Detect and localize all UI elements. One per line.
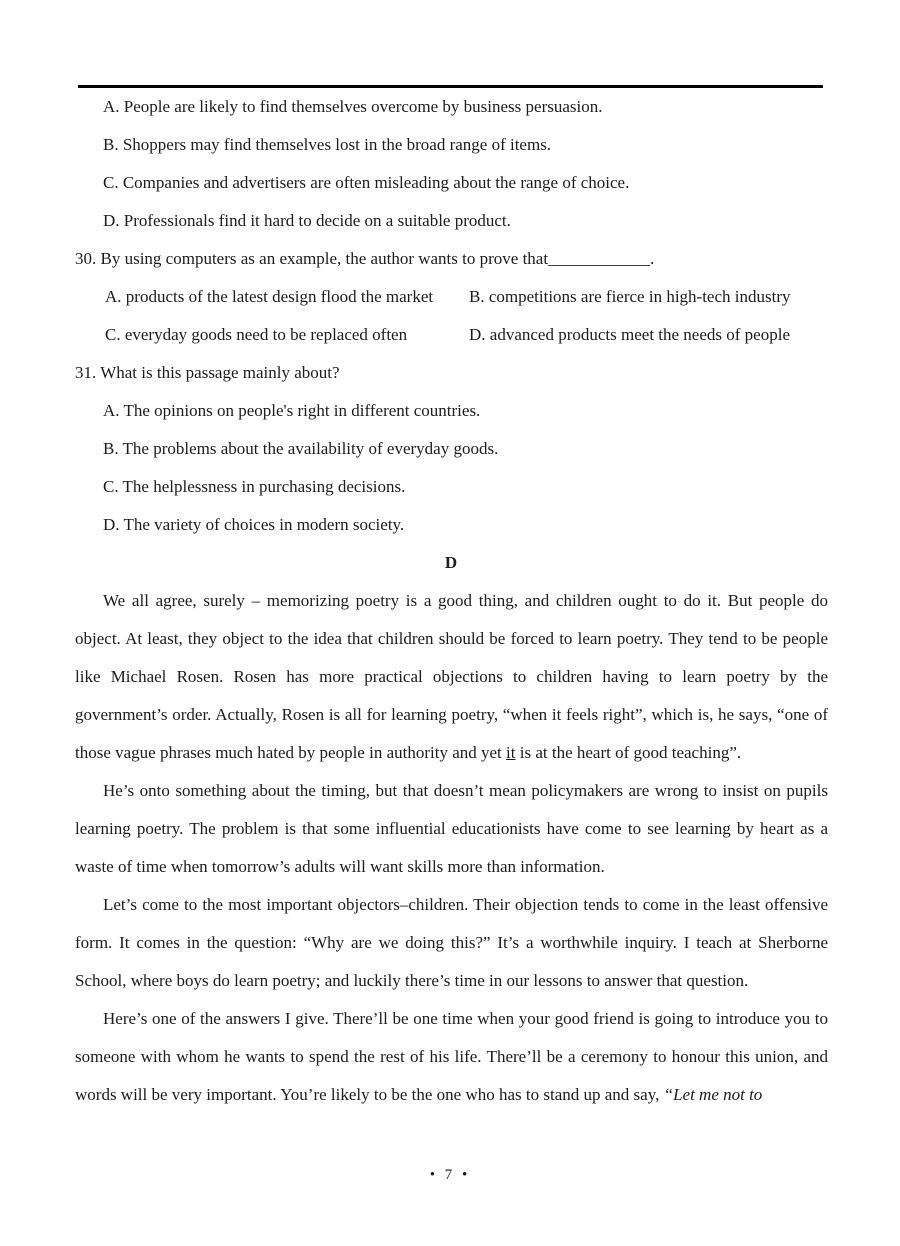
q29-option-c: C. Companies and advertisers are often misleading about the range of choice. [103, 173, 630, 192]
q31-option-b: B. The problems about the availability of everyday goods. [103, 439, 499, 458]
para4-text: Here’s one of the answers I give. There’ll be one time when your good friend is going to introduce you to someone with whom he wants to spend the rest of his life. There’ll be a ceremony to honour this union, and words will be very important. You’re likely to be the one who has to stand up and say, [75, 1009, 828, 1104]
passage-paragraph-4 [75, 1000, 828, 1114]
q30-option-d: D. advanced products meet the needs of people [469, 325, 790, 344]
page-number: • 7 • [429, 1167, 471, 1183]
q31-option-d: D. The variety of choices in modern society. [103, 515, 405, 534]
q30-option-c: C. everyday goods need to be replaced often [105, 325, 408, 344]
para1-text-end: is at the heart of good teaching”. [515, 743, 742, 762]
para1-underlined-word: it [506, 743, 516, 762]
passage-paragraph-2: He’s onto something about the timing, but that doesn’t mean policymakers are wrong to insist on pupils learning poetry. The problem is that some influential educationists have come to see learning by heart as a waste of time when tomorrow’s adults will want skills more than information. [75, 781, 828, 876]
passage-paragraph-1 [75, 582, 828, 772]
q30-options-row2 [75, 316, 828, 354]
q31-option-a: A. The opinions on people's right in different countries. [103, 401, 481, 420]
q31-option-c: C. The helplessness in purchasing decisions. [103, 477, 406, 496]
para1-text: We all agree, surely – memorizing poetry is a good thing, and children ought to do it. But people do object. At least, they object to the idea that children should be forced to learn poetry. They tend to be people like Michael Rosen. Rosen has more practical objections to children having to learn poetry by the government’s order. Actually, Rosen is all for learning poetry, “when it feels right”, which is, he says, “one of those vague phrases much hated by people in authority and yet [75, 591, 828, 762]
passage-section-label: D [444, 553, 459, 572]
q29-option-d: D. Professionals find it hard to decide on a suitable product. [103, 211, 511, 230]
q30-options-row1 [75, 278, 828, 316]
q30-option-b: B. competitions are fierce in high-tech industry [469, 287, 791, 306]
q29-option-a: A. People are likely to find themselves overcome by business persuasion. [103, 97, 603, 116]
q31-stem: 31. What is this passage mainly about? [75, 363, 340, 382]
passage-paragraph-3: Let’s come to the most important objectors–children. Their objection tends to come in the least offensive form. It comes in the question: “Why are we doing this?” It’s a worthwhile inquiry. I teach at Sherborne School, where boys do learn poetry; and luckily there’s time in our lessons to answer that question. [75, 895, 828, 990]
q30-option-a: A. products of the latest design flood the market [105, 287, 434, 306]
para4-italic-quote: “Let me not to [663, 1085, 763, 1104]
q29-option-b: B. Shoppers may find themselves lost in the broad range of items. [103, 135, 552, 154]
q30-stem: 30. By using computers as an example, the author wants to prove that____________. [75, 249, 655, 268]
